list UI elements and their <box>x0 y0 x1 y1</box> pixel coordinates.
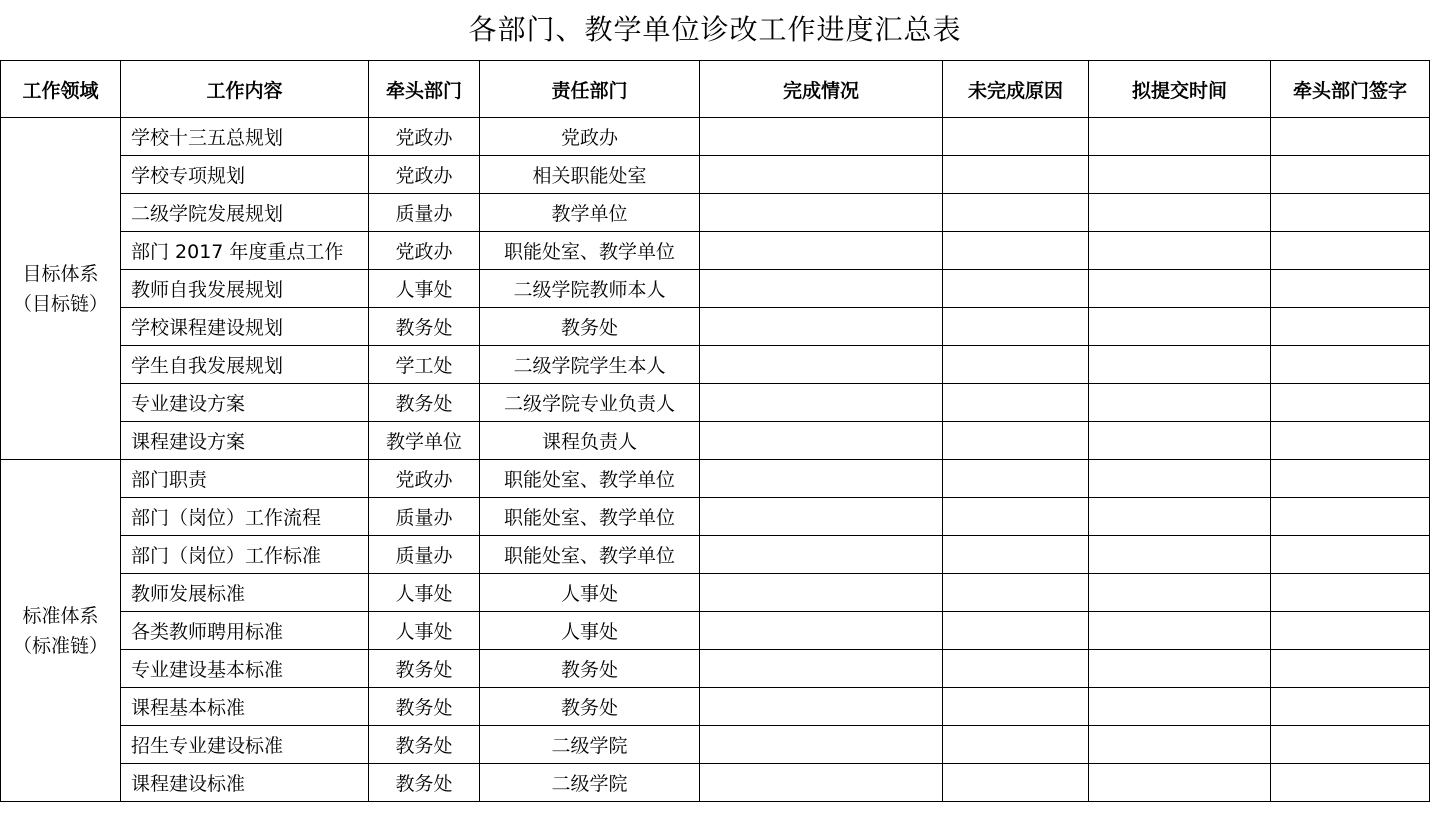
table-row <box>1 726 1430 764</box>
completion-status-cell <box>700 650 943 688</box>
lead-signature-cell <box>1271 156 1430 194</box>
table-row <box>1 346 1430 384</box>
responsible-department-cell: 课程负责人 <box>480 422 700 460</box>
planned-submit-time-cell <box>1089 308 1271 346</box>
responsible-department-cell: 职能处室、教学单位 <box>480 232 700 270</box>
lead-signature-cell <box>1271 270 1430 308</box>
table-row <box>1 194 1430 232</box>
lead-department-cell: 教学单位 <box>369 422 480 460</box>
progress-summary-table <box>0 60 1430 802</box>
table-row <box>1 118 1430 156</box>
responsible-department-cell: 二级学院学生本人 <box>480 346 700 384</box>
work-content-cell: 教师自我发展规划 <box>121 270 369 308</box>
table-header-row <box>1 61 1430 118</box>
header-planned-submit-time: 拟提交时间 <box>1089 61 1271 118</box>
lead-department-cell: 党政办 <box>369 460 480 498</box>
responsible-department-cell: 教务处 <box>480 650 700 688</box>
completion-status-cell <box>700 536 943 574</box>
completion-status-cell <box>700 460 943 498</box>
lead-department-cell: 教务处 <box>369 650 480 688</box>
lead-signature-cell <box>1271 688 1430 726</box>
planned-submit-time-cell <box>1089 232 1271 270</box>
completion-status-cell <box>700 232 943 270</box>
planned-submit-time-cell <box>1089 194 1271 232</box>
work-content-cell: 学校专项规划 <box>121 156 369 194</box>
planned-submit-time-cell <box>1089 156 1271 194</box>
lead-signature-cell <box>1271 536 1430 574</box>
lead-department-cell: 教务处 <box>369 726 480 764</box>
incomplete-reason-cell <box>943 118 1089 156</box>
work-area-name: 目标体系 <box>22 262 99 285</box>
lead-signature-cell <box>1271 726 1430 764</box>
incomplete-reason-cell <box>943 498 1089 536</box>
table-row <box>1 574 1430 612</box>
completion-status-cell <box>700 498 943 536</box>
table-row <box>1 650 1430 688</box>
completion-status-cell <box>700 384 943 422</box>
planned-submit-time-cell <box>1089 764 1271 802</box>
incomplete-reason-cell <box>943 460 1089 498</box>
responsible-department-cell: 二级学院 <box>480 726 700 764</box>
responsible-department-cell: 人事处 <box>480 612 700 650</box>
table-row <box>1 536 1430 574</box>
lead-signature-cell <box>1271 346 1430 384</box>
lead-signature-cell <box>1271 612 1430 650</box>
lead-department-cell: 党政办 <box>369 118 480 156</box>
work-content-cell: 课程建设方案 <box>121 422 369 460</box>
table-row <box>1 498 1430 536</box>
table-row <box>1 270 1430 308</box>
work-content-cell: 学生自我发展规划 <box>121 346 369 384</box>
header-work-content: 工作内容 <box>121 61 369 118</box>
table-row <box>1 308 1430 346</box>
lead-department-cell: 人事处 <box>369 574 480 612</box>
lead-signature-cell <box>1271 498 1430 536</box>
responsible-department-cell: 二级学院专业负责人 <box>480 384 700 422</box>
lead-department-cell: 质量办 <box>369 498 480 536</box>
completion-status-cell <box>700 612 943 650</box>
incomplete-reason-cell <box>943 156 1089 194</box>
table-body <box>1 118 1430 802</box>
header-lead-department: 牵头部门 <box>369 61 480 118</box>
work-area-name: 标准体系 <box>22 604 99 627</box>
lead-signature-cell <box>1271 422 1430 460</box>
planned-submit-time-cell <box>1089 612 1271 650</box>
planned-submit-time-cell <box>1089 384 1271 422</box>
work-area-cell <box>1 118 121 460</box>
completion-status-cell <box>700 194 943 232</box>
completion-status-cell <box>700 422 943 460</box>
page-title: 各部门、教学单位诊改工作进度汇总表 <box>468 13 962 46</box>
completion-status-cell <box>700 574 943 612</box>
completion-status-cell <box>700 726 943 764</box>
lead-department-cell: 教务处 <box>369 688 480 726</box>
responsible-department-cell: 职能处室、教学单位 <box>480 460 700 498</box>
work-content-cell: 部门（岗位）工作标准 <box>121 536 369 574</box>
completion-status-cell <box>700 156 943 194</box>
work-area-chain: （目标链） <box>12 292 108 315</box>
responsible-department-cell: 二级学院 <box>480 764 700 802</box>
lead-department-cell: 教务处 <box>369 764 480 802</box>
responsible-department-cell: 职能处室、教学单位 <box>480 498 700 536</box>
responsible-department-cell: 教务处 <box>480 688 700 726</box>
lead-signature-cell <box>1271 460 1430 498</box>
lead-signature-cell <box>1271 308 1430 346</box>
header-work-area: 工作领域 <box>1 61 121 118</box>
incomplete-reason-cell <box>943 650 1089 688</box>
header-responsible-department: 责任部门 <box>480 61 700 118</box>
work-content-cell: 二级学院发展规划 <box>121 194 369 232</box>
planned-submit-time-cell <box>1089 650 1271 688</box>
incomplete-reason-cell <box>943 612 1089 650</box>
table-row <box>1 460 1430 498</box>
planned-submit-time-cell <box>1089 688 1271 726</box>
work-content-cell: 课程建设标准 <box>121 764 369 802</box>
lead-department-cell: 教务处 <box>369 308 480 346</box>
lead-department-cell: 党政办 <box>369 156 480 194</box>
planned-submit-time-cell <box>1089 536 1271 574</box>
incomplete-reason-cell <box>943 384 1089 422</box>
table-row <box>1 764 1430 802</box>
lead-signature-cell <box>1271 194 1430 232</box>
header-lead-signature: 牵头部门签字 <box>1271 61 1430 118</box>
work-content-cell: 专业建设基本标准 <box>121 650 369 688</box>
responsible-department-cell: 职能处室、教学单位 <box>480 536 700 574</box>
lead-department-cell: 人事处 <box>369 612 480 650</box>
responsible-department-cell: 教务处 <box>480 308 700 346</box>
planned-submit-time-cell <box>1089 270 1271 308</box>
incomplete-reason-cell <box>943 270 1089 308</box>
completion-status-cell <box>700 346 943 384</box>
work-content-cell: 招生专业建设标准 <box>121 726 369 764</box>
work-content-cell: 专业建设方案 <box>121 384 369 422</box>
incomplete-reason-cell <box>943 574 1089 612</box>
planned-submit-time-cell <box>1089 726 1271 764</box>
work-content-cell: 学校课程建设规划 <box>121 308 369 346</box>
lead-department-cell: 质量办 <box>369 194 480 232</box>
header-incomplete-reason: 未完成原因 <box>943 61 1089 118</box>
incomplete-reason-cell <box>943 764 1089 802</box>
incomplete-reason-cell <box>943 194 1089 232</box>
lead-signature-cell <box>1271 118 1430 156</box>
planned-submit-time-cell <box>1089 498 1271 536</box>
header-completion-status: 完成情况 <box>700 61 943 118</box>
table-row <box>1 688 1430 726</box>
incomplete-reason-cell <box>943 536 1089 574</box>
work-content-cell: 各类教师聘用标准 <box>121 612 369 650</box>
planned-submit-time-cell <box>1089 118 1271 156</box>
planned-submit-time-cell <box>1089 574 1271 612</box>
lead-department-cell: 学工处 <box>369 346 480 384</box>
table-row <box>1 422 1430 460</box>
table-row <box>1 232 1430 270</box>
incomplete-reason-cell <box>943 688 1089 726</box>
table-row <box>1 612 1430 650</box>
planned-submit-time-cell <box>1089 460 1271 498</box>
work-content-cell: 部门职责 <box>121 460 369 498</box>
lead-department-cell: 教务处 <box>369 384 480 422</box>
incomplete-reason-cell <box>943 422 1089 460</box>
work-content-cell: 部门（岗位）工作流程 <box>121 498 369 536</box>
table-row <box>1 384 1430 422</box>
responsible-department-cell: 教学单位 <box>480 194 700 232</box>
lead-department-cell: 人事处 <box>369 270 480 308</box>
completion-status-cell <box>700 118 943 156</box>
responsible-department-cell: 党政办 <box>480 118 700 156</box>
work-content-cell: 学校十三五总规划 <box>121 118 369 156</box>
work-area-cell <box>1 460 121 802</box>
lead-signature-cell <box>1271 574 1430 612</box>
lead-signature-cell <box>1271 764 1430 802</box>
completion-status-cell <box>700 308 943 346</box>
work-content-cell: 部门 2017 年度重点工作 <box>121 232 369 270</box>
work-area-chain: （标准链） <box>12 634 108 657</box>
work-content-cell: 课程基本标准 <box>121 688 369 726</box>
completion-status-cell <box>700 688 943 726</box>
planned-submit-time-cell <box>1089 346 1271 384</box>
incomplete-reason-cell <box>943 726 1089 764</box>
planned-submit-time-cell <box>1089 422 1271 460</box>
lead-department-cell: 党政办 <box>369 232 480 270</box>
lead-signature-cell <box>1271 650 1430 688</box>
completion-status-cell <box>700 764 943 802</box>
work-content-cell: 教师发展标准 <box>121 574 369 612</box>
table-row <box>1 156 1430 194</box>
incomplete-reason-cell <box>943 232 1089 270</box>
incomplete-reason-cell <box>943 346 1089 384</box>
completion-status-cell <box>700 270 943 308</box>
lead-department-cell: 质量办 <box>369 536 480 574</box>
lead-signature-cell <box>1271 232 1430 270</box>
incomplete-reason-cell <box>943 308 1089 346</box>
responsible-department-cell: 人事处 <box>480 574 700 612</box>
lead-signature-cell <box>1271 384 1430 422</box>
responsible-department-cell: 二级学院教师本人 <box>480 270 700 308</box>
responsible-department-cell: 相关职能处室 <box>480 156 700 194</box>
